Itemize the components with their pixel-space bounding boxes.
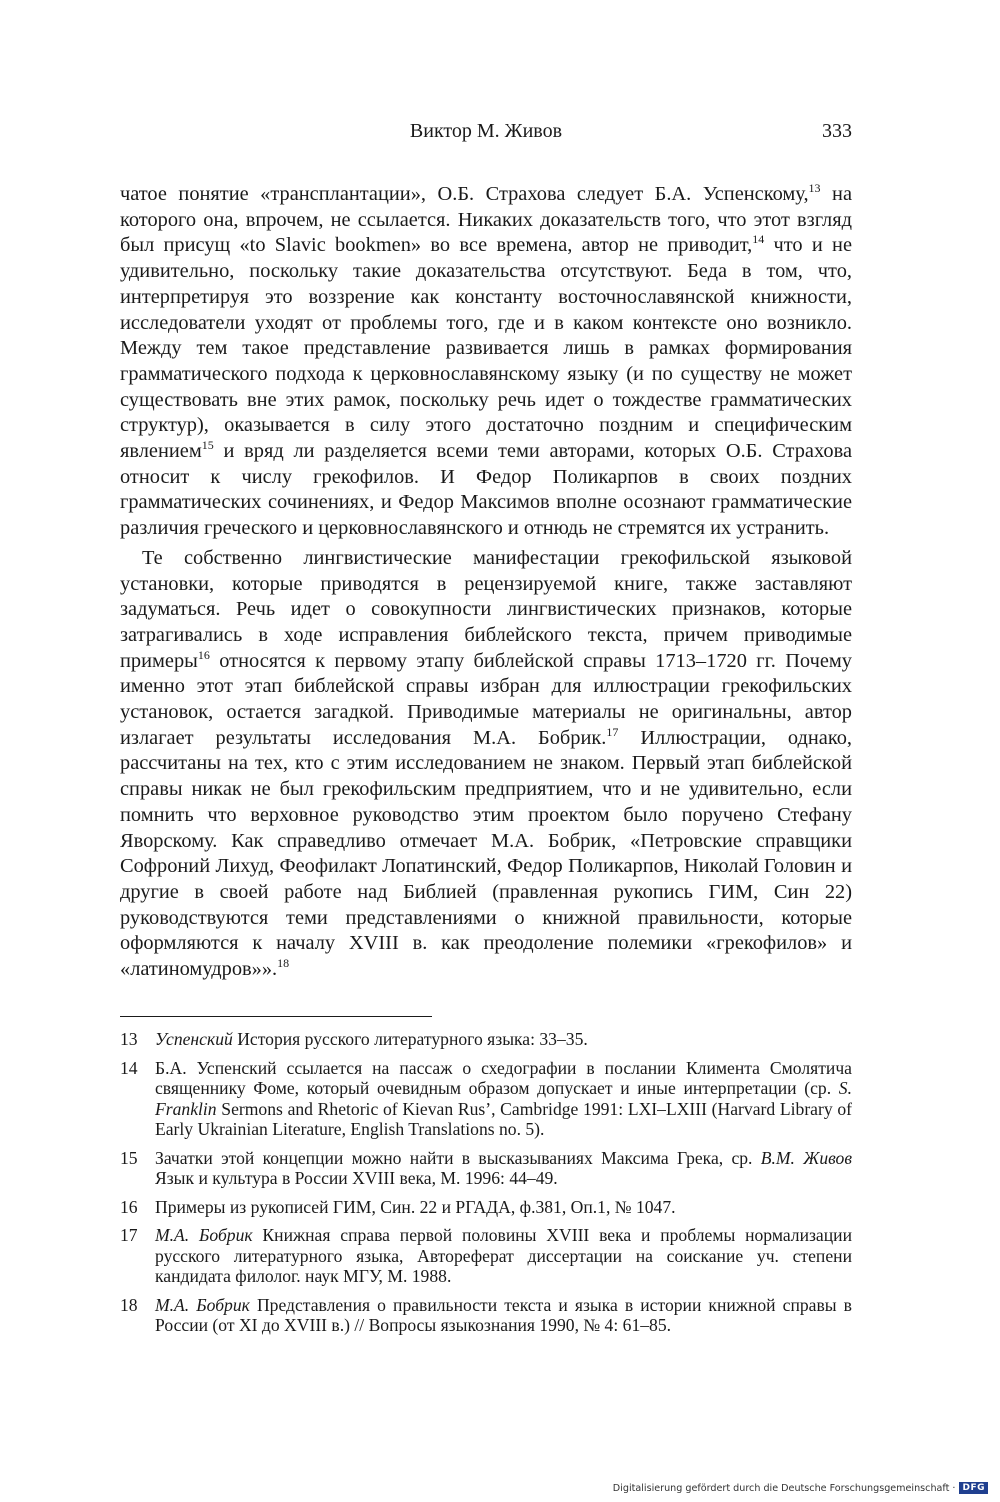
footnote [120,1058,852,1140]
footnote-separator [120,1016,432,1017]
text-run: Зачатки этой концепции можно найти в высказываниях Максима Грека, ср. [155,1147,761,1168]
text-run: Книжная справа первой половины XVIII века и проблемы нормализации русского литературного языка, Автореферат диссертации на соискание уч. степени кандидата филолог. наук МГУ, М. 1988. [155,1225,852,1286]
footnote-ref: 17 [606,724,619,739]
page-number: 333 [822,120,852,142]
footnote-author: S. Franklin [155,1078,852,1119]
footnote-number: 18 [120,1294,138,1315]
text-run: Примеры из рукописей ГИМ, Син. 22 и РГАДА, ф.381, Оп.1, № 1047. [155,1196,676,1217]
footnote-text [155,1148,852,1189]
text-run: на которого она, впрочем, не ссылается. Никаких доказательств того, что этот взгляд был присущ «to Slavic bookmen» во все времена, автор не приводит, [120,183,852,257]
footnote-text [155,1029,852,1050]
footnote-number: 17 [120,1225,138,1245]
dfg-logo: DFG [959,1482,988,1494]
main-text [120,182,852,983]
text-run: Б.А. Успенский ссылается на пассаж о схедографии в послании Климента Смолятича священнику Фоме, который очевидным образом допускает и иные интерпретации (ср. [155,1057,852,1098]
footnote-text [155,1058,852,1140]
footnote [120,1148,852,1189]
footnote [120,1029,852,1050]
digitization-footer [613,1482,988,1494]
footnote-number: 15 [120,1147,138,1168]
footnote-author: В.М. Живов [760,1147,852,1168]
running-head-title: Виктор М. Живов [409,120,563,142]
text-run: чатое понятие «трансплантации», О.Б. Страхова следует Б.А. Успенскому, [120,183,809,205]
footnote [120,1295,852,1336]
text-run: что и не удивительно, поскольку такие доказательства отсутствуют. Беда в том, что, интерпретируя это воззрение как константу восточнославянской книжности, исследователи уходят от проблемы того, где и в каком контексте оно возникло. Между тем такое представление развивается лишь в рамках формирования грамматического подхода к церковнославянскому языку (и по существу не может существовать вне этих рамок, поскольку речь идет о тождестве грамматических структур), оказывается в силу этого достаточно поздним и специфическим явлением [120,234,852,463]
footnote-text [155,1295,852,1336]
footnote-text [155,1225,852,1287]
text-run: и вряд ли разделяется всеми теми авторами, которых О.Б. Страхова относит к числу грекофилов. И Федор Поликарпов в своих поздних грамматических сочинениях, и Федор Максимов вполне осознают грамматические различия греческого и церковнославянского и отнюдь не стремятся их устранить. [120,440,852,540]
footnote-author: Успенский [155,1029,233,1049]
footnote-ref: 13 [808,181,821,196]
text-run: относятся к первому этапу библейской справы 1713–1720 гг. Почему именно этот этап библейской справы избран для иллюстрации грекофильских установок, остается загадкой. Приводимые материалы не оригинальны, автор излагает результаты исследования М.А. Бобрик. [120,649,852,749]
running-head [120,118,852,148]
body-paragraph [120,182,852,542]
text-run: Язык и культура в России XVIII века, М. 1996: 44–49. [155,1168,558,1188]
footnote-ref: 18 [277,956,290,971]
footnote-ref: 14 [752,232,765,247]
footnote-number: 13 [120,1029,138,1049]
footnote-number: 16 [120,1196,138,1217]
footnote [120,1197,852,1218]
text-run: Sermons and Rhetoric of Kievan Rus’, Cambridge 1991: LXI–LXIII (Harvard Library of Early Ukrainian Literature, English Translations no. 5). [155,1098,852,1139]
footnote-author: М.А. Бобрик [155,1294,250,1315]
text-run: Те собственно лингвистические манифестации грекофильской языковой установки, которые приводятся в рецензируемой книге, также заставляют задуматься. Речь идет о совокупности лингвистических признаков, которые затрагивались в ходе исправления библейского текста, причем приводимые примеры [120,546,852,672]
text-run: Иллюстрации, однако, рассчитаны на тех, кто с этим исследованием не знаком. Первый этап библейской справы никак не был грекофильским предприятием, что и не удивительно, если помнить что верховное руководство этим проектом было поручено Стефану Яворскому. Как справедливо отмечает М.А. Бобрик, «Петровские справщики Софроний Лихуд, Феофилакт Лопатинский, Федор Поликарпов, Николай Головин и другие в своей работе над Библией (правленная рукопись ГИМ, Син 22) руководствуются теми представлениями о книжной правильности, которые оформляются к началу XVIII в. как преодоление полемики «грекофилов» и «латиномудров»». [120,726,853,981]
footnote-author: М.А. Бобрик [155,1225,253,1245]
footnotes [120,1029,852,1344]
footnote-ref: 15 [201,438,214,453]
footnote-ref: 16 [197,647,210,662]
footnote [120,1225,852,1287]
text-run: История русского литературного языка: 33–35. [232,1029,588,1049]
text-run: Представления о правильности текста и языка в истории книжной справы в России (от XI до XVIII в.) // Вопросы языкознания 1990, № 4: 61–85. [155,1294,852,1335]
footnote-text [155,1197,852,1218]
body-paragraph [120,546,852,983]
footnote-number: 14 [120,1057,138,1078]
footer-text: Digitalisierung gefördert durch die Deutsche Forschungsgemeinschaft · [612,1482,956,1494]
